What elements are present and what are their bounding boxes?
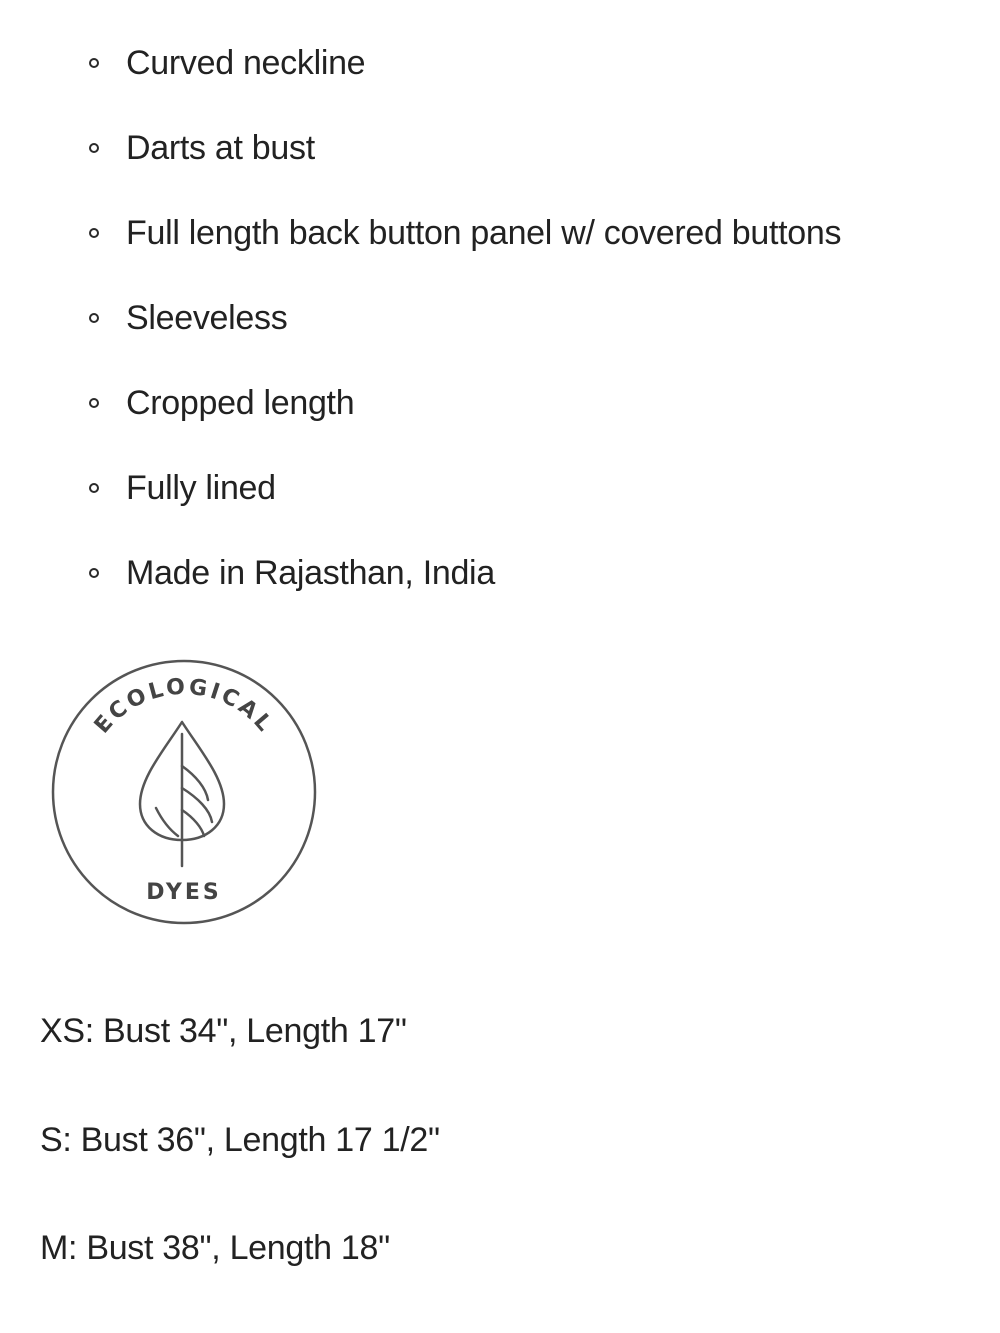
feature-item <box>0 465 1000 515</box>
hollow-bullet-icon <box>89 58 99 68</box>
feature-item <box>0 125 1000 175</box>
size-s: S: Bust 36", Length 17 1/2" <box>40 1121 440 1159</box>
hollow-bullet-icon <box>89 398 99 408</box>
feature-item <box>0 295 1000 345</box>
feature-item <box>0 550 1000 600</box>
leaf-icon <box>140 722 224 866</box>
badge-svg <box>46 654 322 930</box>
hollow-bullet-icon <box>89 483 99 493</box>
feature-text: Full length back button panel w/ covered buttons <box>126 214 842 252</box>
badge-top-text: ECOLOGICAL <box>89 674 279 739</box>
feature-text: Cropped length <box>126 384 355 422</box>
size-xs: XS: Bust 34", Length 17" <box>40 1012 407 1050</box>
feature-item <box>0 380 1000 430</box>
feature-text: Curved neckline <box>126 44 366 82</box>
feature-item <box>0 210 1000 260</box>
feature-text: Darts at bust <box>126 129 315 167</box>
feature-text: Fully lined <box>126 469 276 507</box>
hollow-bullet-icon <box>89 143 99 153</box>
hollow-bullet-icon <box>89 313 99 323</box>
hollow-bullet-icon <box>89 228 99 238</box>
feature-item <box>0 40 1000 90</box>
size-m: M: Bust 38", Length 18" <box>40 1229 390 1267</box>
feature-text: Made in Rajasthan, India <box>126 554 495 592</box>
ecological-dyes-badge <box>46 654 322 930</box>
hollow-bullet-icon <box>89 568 99 578</box>
feature-text: Sleeveless <box>126 299 288 337</box>
badge-bottom-text: DYES <box>146 880 222 905</box>
